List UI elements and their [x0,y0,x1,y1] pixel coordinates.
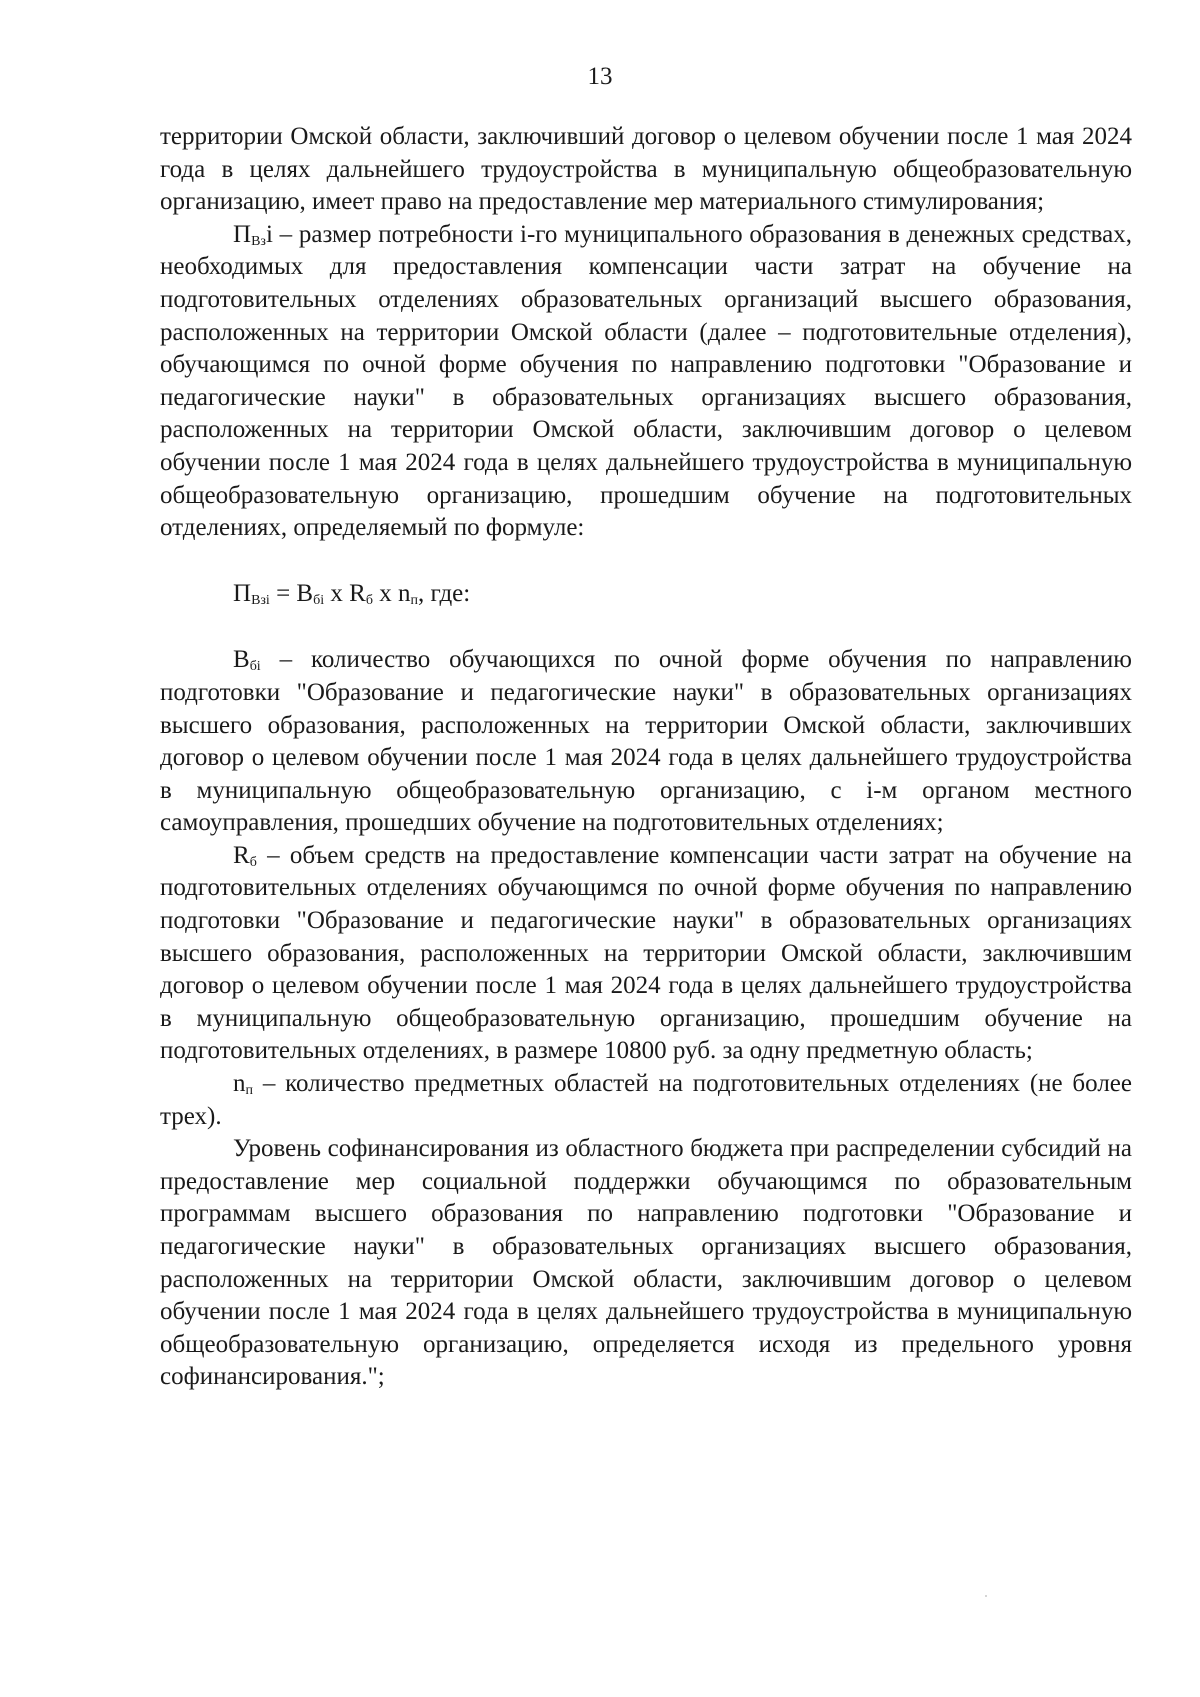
document-body [160,121,1132,1394]
formula-left-subscript: Взi [251,592,270,608]
paragraph-definition-pvz [160,219,1132,545]
page-number: 13 [587,63,613,90]
definition-pvz-text: – размер потребности i-го муниципального образования в денежных средствах, необходимых для предоставления компенсации части затрат на обучение на подготовительных отделениях образовательных организаций высшего образования, расположенных на территории Омской области (далее – подготовительные отделения), обучающимся по очной форме обучения по направлению подготовки "Образование и педагогические науки" в образовательных организациях высшего образования, расположенных на территории Омской области, заключившим договор о целевом обучении после 1 мая 2024 года в целях дальнейшего трудоустройства в муниципальную общеобразовательную организацию, прошедшим обучение на подготовительных отделениях, определяемый по формуле: [160,220,1132,542]
symbol-pvz-subscript: Вз [251,233,266,249]
formula-equals: = В [269,579,314,607]
symbol-r: R [233,841,250,869]
symbol-b-subscript: бi [249,659,261,675]
paragraph-continuation: территории Омской области, заключивший договор о целевом обучении после 1 мая 2024 года в целях дальнейшего трудоустройства в муниципальную общеобразовательную организацию, имеет право на предоставление мер материального стимулирования; [160,123,1132,216]
symbol-n-subscript: п [245,1082,253,1098]
spacer [160,610,1132,644]
paragraph-definition-n [160,1068,1132,1133]
definition-r-text: – объем средств на предоставление компенсации части затрат на обучение на подготовительных отделениях обучающимся по очной форме обучения по направлению подготовки "Образование и педагогические науки" в образовательных организациях высшего образования, расположенных на территории Омской области, заключившим договор о целевом обучении после 1 мая 2024 года в целях дальнейшего трудоустройства в муниципальную общеобразовательную организацию, прошедшим обучение на подготовительных отделениях, в размере 10800 руб. за одну предметную область; [160,841,1132,1065]
symbol-pvz: П [233,220,252,248]
paragraph-definition-r [160,840,1132,1068]
formula-times-n: x n [372,579,411,607]
definition-n-text: – количество предметных областей на подготовительных отделениях (не более трех). [160,1070,1132,1130]
formula-r-subscript: б [365,592,373,608]
scan-speck [985,1595,987,1597]
symbol-b: В [233,646,250,674]
symbol-r-subscript: б [249,854,257,870]
formula-left: П [233,579,252,607]
symbol-pvz-index: i [265,220,273,248]
formula-tail: , где: [417,579,471,607]
paragraph-definition-b [160,644,1132,840]
definition-b-text: – количество обучающихся по очной форме обучения по направлению подготовки "Образование и педагогические науки" в образовательных организациях высшего образования, расположенных на территории Омской области, заключивших договор о целевом обучении после 1 мая 2024 года в целях дальнейшего трудоустройства в муниципальную общеобразовательную организацию, с i-м органом местного самоуправления, прошедших обучение на подготовительных отделениях; [160,646,1132,837]
paragraph-cofinancing: Уровень софинансирования из областного бюджета при распределении субсидий на предоставление мер социальной поддержки обучающимся по образовательным программам высшего образования по направлению подготовки "Образование и педагогические науки" в образовательных организациях высшего образования, расположенных на территории Омской области, заключившим договор о целевом обучении после 1 мая 2024 года в целях дальнейшего трудоустройства в муниципальную общеобразовательную организацию, определяется исходя из предельного уровня софинансирования."; [160,1135,1132,1391]
formula-times-r: x R [324,579,366,607]
formula-n-subscript: п [410,592,418,608]
formula-b-subscript: бi [313,592,325,608]
formula [160,578,1132,611]
spacer [160,545,1132,578]
symbol-n: n [233,1070,246,1098]
